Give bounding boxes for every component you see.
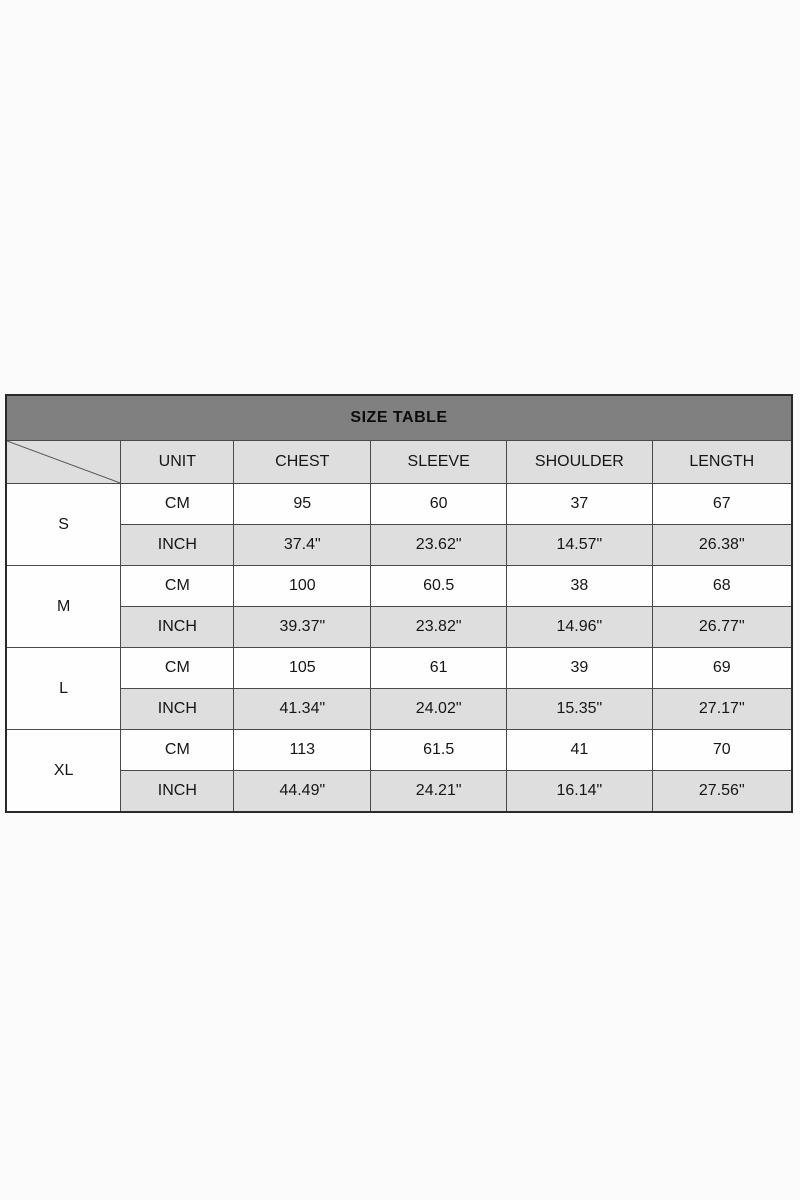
cell-xl-cm-chest: 113 bbox=[234, 730, 371, 771]
row-m-inch bbox=[6, 607, 792, 648]
size-label-s: S bbox=[6, 484, 121, 566]
col-header-chest: CHEST bbox=[234, 441, 371, 484]
cell-m-inch-shoulder: 14.96" bbox=[507, 607, 652, 648]
cell-s-cm-shoulder: 37 bbox=[507, 484, 652, 525]
cell-m-cm-length: 68 bbox=[652, 566, 792, 607]
size-table-container bbox=[5, 394, 793, 813]
unit-label-inch: INCH bbox=[121, 525, 234, 566]
row-m-cm bbox=[6, 566, 792, 607]
cell-s-cm-sleeve: 60 bbox=[371, 484, 507, 525]
unit-label-cm: CM bbox=[121, 730, 234, 771]
row-xl-cm bbox=[6, 730, 792, 771]
row-xl-inch bbox=[6, 771, 792, 813]
unit-label-cm: CM bbox=[121, 566, 234, 607]
cell-m-cm-sleeve: 60.5 bbox=[371, 566, 507, 607]
size-table bbox=[5, 394, 793, 813]
cell-xl-inch-sleeve: 24.21" bbox=[371, 771, 507, 813]
col-header-sleeve: SLEEVE bbox=[371, 441, 507, 484]
size-label-m: M bbox=[6, 566, 121, 648]
cell-l-inch-length: 27.17" bbox=[652, 689, 792, 730]
unit-label-cm: CM bbox=[121, 484, 234, 525]
row-l-inch bbox=[6, 689, 792, 730]
size-label-xl: XL bbox=[6, 730, 121, 813]
cell-m-inch-sleeve: 23.82" bbox=[371, 607, 507, 648]
title-row bbox=[6, 395, 792, 441]
unit-label-inch: INCH bbox=[121, 607, 234, 648]
col-header-unit: UNIT bbox=[121, 441, 234, 484]
row-s-inch bbox=[6, 525, 792, 566]
row-s-cm bbox=[6, 484, 792, 525]
cell-l-inch-shoulder: 15.35" bbox=[507, 689, 652, 730]
cell-l-cm-shoulder: 39 bbox=[507, 648, 652, 689]
cell-l-inch-chest: 41.34" bbox=[234, 689, 371, 730]
cell-s-inch-length: 26.38" bbox=[652, 525, 792, 566]
cell-l-cm-chest: 105 bbox=[234, 648, 371, 689]
header-row bbox=[6, 441, 792, 484]
unit-label-cm: CM bbox=[121, 648, 234, 689]
cell-s-inch-shoulder: 14.57" bbox=[507, 525, 652, 566]
cell-xl-inch-shoulder: 16.14" bbox=[507, 771, 652, 813]
size-label-l: L bbox=[6, 648, 121, 730]
size-table-title: SIZE TABLE bbox=[6, 395, 792, 441]
cell-l-cm-sleeve: 61 bbox=[371, 648, 507, 689]
unit-label-inch: INCH bbox=[121, 689, 234, 730]
cell-xl-cm-sleeve: 61.5 bbox=[371, 730, 507, 771]
diagonal-corner-cell bbox=[6, 441, 121, 484]
col-header-shoulder: SHOULDER bbox=[507, 441, 652, 484]
col-header-length: LENGTH bbox=[652, 441, 792, 484]
unit-label-inch: INCH bbox=[121, 771, 234, 813]
cell-s-inch-sleeve: 23.62" bbox=[371, 525, 507, 566]
cell-xl-inch-length: 27.56" bbox=[652, 771, 792, 813]
cell-m-inch-length: 26.77" bbox=[652, 607, 792, 648]
cell-l-cm-length: 69 bbox=[652, 648, 792, 689]
cell-xl-cm-length: 70 bbox=[652, 730, 792, 771]
row-l-cm bbox=[6, 648, 792, 689]
cell-xl-cm-shoulder: 41 bbox=[507, 730, 652, 771]
cell-s-inch-chest: 37.4" bbox=[234, 525, 371, 566]
cell-m-inch-chest: 39.37" bbox=[234, 607, 371, 648]
cell-xl-inch-chest: 44.49" bbox=[234, 771, 371, 813]
cell-m-cm-chest: 100 bbox=[234, 566, 371, 607]
cell-m-cm-shoulder: 38 bbox=[507, 566, 652, 607]
cell-l-inch-sleeve: 24.02" bbox=[371, 689, 507, 730]
cell-s-cm-length: 67 bbox=[652, 484, 792, 525]
cell-s-cm-chest: 95 bbox=[234, 484, 371, 525]
diagonal-line-icon bbox=[7, 441, 120, 483]
